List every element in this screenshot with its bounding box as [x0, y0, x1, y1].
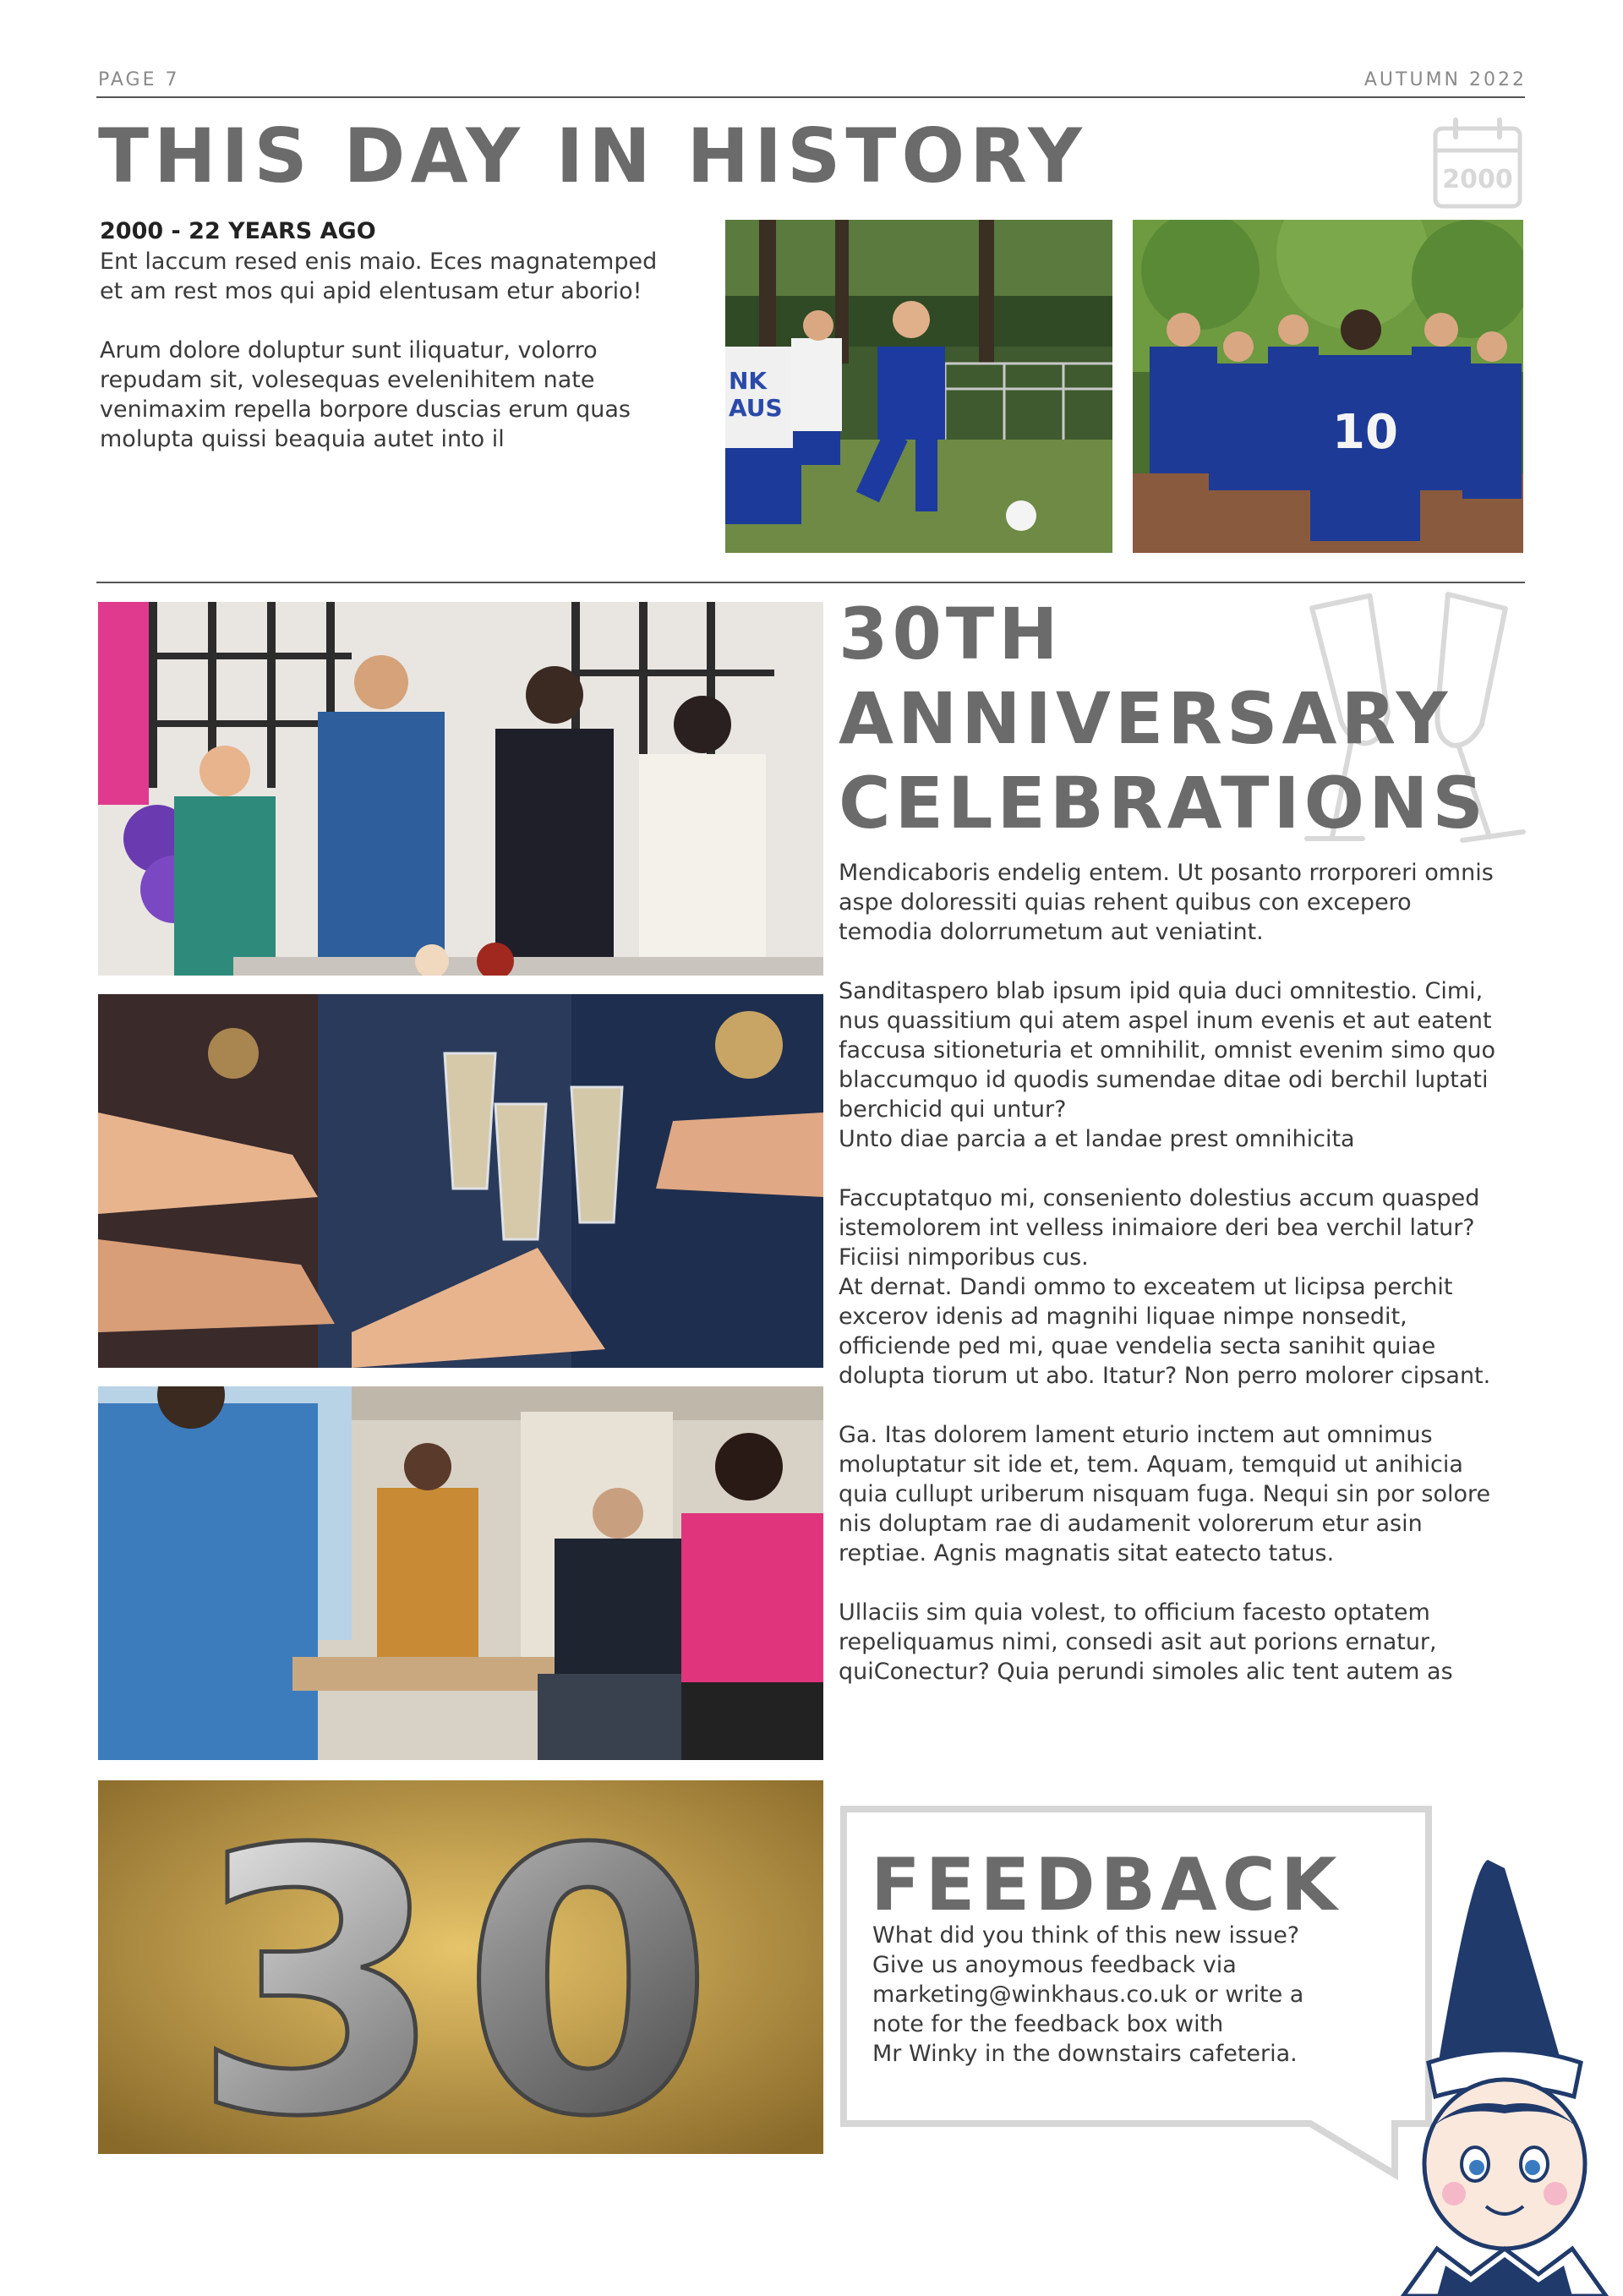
anniversary-body: [839, 858, 1506, 1716]
feedback-line: Mr Winky in the downstairs cafeteria.: [872, 2041, 1298, 2067]
anniversary-title-line: 30TH: [839, 593, 1063, 675]
svg-text:AUS: AUS: [729, 394, 783, 422]
anniversary-line: Ficiisi nimporibus cus.: [839, 1244, 1089, 1271]
anniversary-paragraph: Ga. Itas dolorem lament eturio inctem aut omnimus moluptatur sit ide et, tem. Aquam, temquid ut anihicia quia cullupt uriberum nisquam fuga. Nequi sin por solore nis doluptam rae di audamenit volorerum etur asin reptiae. Agnis magnatis sitat eatecto tatus.: [839, 1422, 1491, 1566]
feedback-body: [872, 1921, 1380, 2069]
history-paragraph: Arum dolore doluptur sunt iliquatur, volorro repudam sit, volesequas evelenihitem nate venimaxim repella borpore duscias erum quas molupta quissi beaquia autet into il: [100, 337, 631, 452]
anniversary-line: Faccuptatquo mi, conseniento dolestius accum quasped istemolorem int velless inimaiore deri bea verchil latur?: [839, 1185, 1480, 1241]
feedback-title: FEEDBACK: [871, 1843, 1342, 1927]
party-photo: [98, 602, 823, 976]
issue-label: AUTUMN 2022: [1363, 69, 1527, 90]
anniversary-line: Unto diae parcia a et landae prest omnihicita: [839, 1126, 1355, 1152]
feedback-line: Give us anoymous feedback via: [872, 1952, 1237, 1978]
anniversary-line: Sanditaspero blab ipsum ipid quia duci omnitestio. Cimi, nus quassitium qui atem aspel inum evenis et aut eatent faccusa sitioneturia et omnihilit, omnist evenim simo quo blaccumquo id quodis sumendae ditae odi berchil luptati berchicid qui untur?: [839, 978, 1496, 1123]
history-subtitle: 2000 - 22 YEARS AGO: [100, 218, 376, 244]
team-celebration-photo: [1133, 220, 1523, 553]
anniversary-title: [839, 592, 1498, 845]
shirt-number: 10: [1332, 405, 1398, 460]
football-match-photo: [725, 220, 1112, 553]
anniversary-line: At dernat. Dandi ommo to exceatem ut licipsa perchit excerov idenis ad magnihi liquae nimpe nonsedit, officiende ped mi, quae vendelia secta sanihit quiae dolupta tiorum ut abo. Itatur? Non perro molorer cipsant.: [839, 1274, 1491, 1389]
feedback-line: note for the feedback box with: [872, 2011, 1224, 2037]
history-body: [100, 247, 675, 484]
page-number: PAGE 7: [98, 69, 180, 90]
office-celebration-photo: [98, 1386, 823, 1760]
anniversary-paragraph: Mendicaboris endelig entem. Ut posanto rrorporeri omnis aspe doloressiti quias rehent quibus con excepero temodia dolorrumetum aut veniatint.: [839, 860, 1494, 945]
anniversary-paragraph: [839, 1184, 1506, 1391]
svg-text:NK: NK: [729, 367, 768, 395]
anniversary-title-line: ANNIVERSARY: [839, 677, 1452, 760]
header-rule: [96, 96, 1525, 98]
calendar-icon: [1430, 117, 1525, 211]
balloon-30-photo: [98, 1780, 823, 2154]
history-title: THIS DAY IN HISTORY: [98, 112, 1087, 200]
elf-mascot-illustration: [1386, 1851, 1623, 2296]
section-rule: [96, 582, 1525, 583]
calendar-year: 2000: [1442, 165, 1513, 194]
anniversary-title-line: CELEBRATIONS: [839, 762, 1488, 845]
feedback-line: What did you think of this new issue?: [872, 1922, 1300, 1949]
champagne-toast-photo: [98, 994, 823, 1368]
anniversary-paragraph: Ullaciis sim quia volest, to officium facesto optatem repeliquamus nimi, consedi asit aut porions ernatur, quiConectur? Quia perundi simoles alic tent autem as: [839, 1599, 1453, 1685]
balloon-number: 30: [191, 1780, 732, 2154]
anniversary-paragraph: [839, 976, 1506, 1154]
history-paragraph: Ent laccum resed enis maio. Eces magnatemped et am rest mos qui apid elentusam etur aborio!: [100, 249, 658, 304]
feedback-line: marketing@winkhaus.co.uk or write a: [872, 1982, 1304, 2008]
